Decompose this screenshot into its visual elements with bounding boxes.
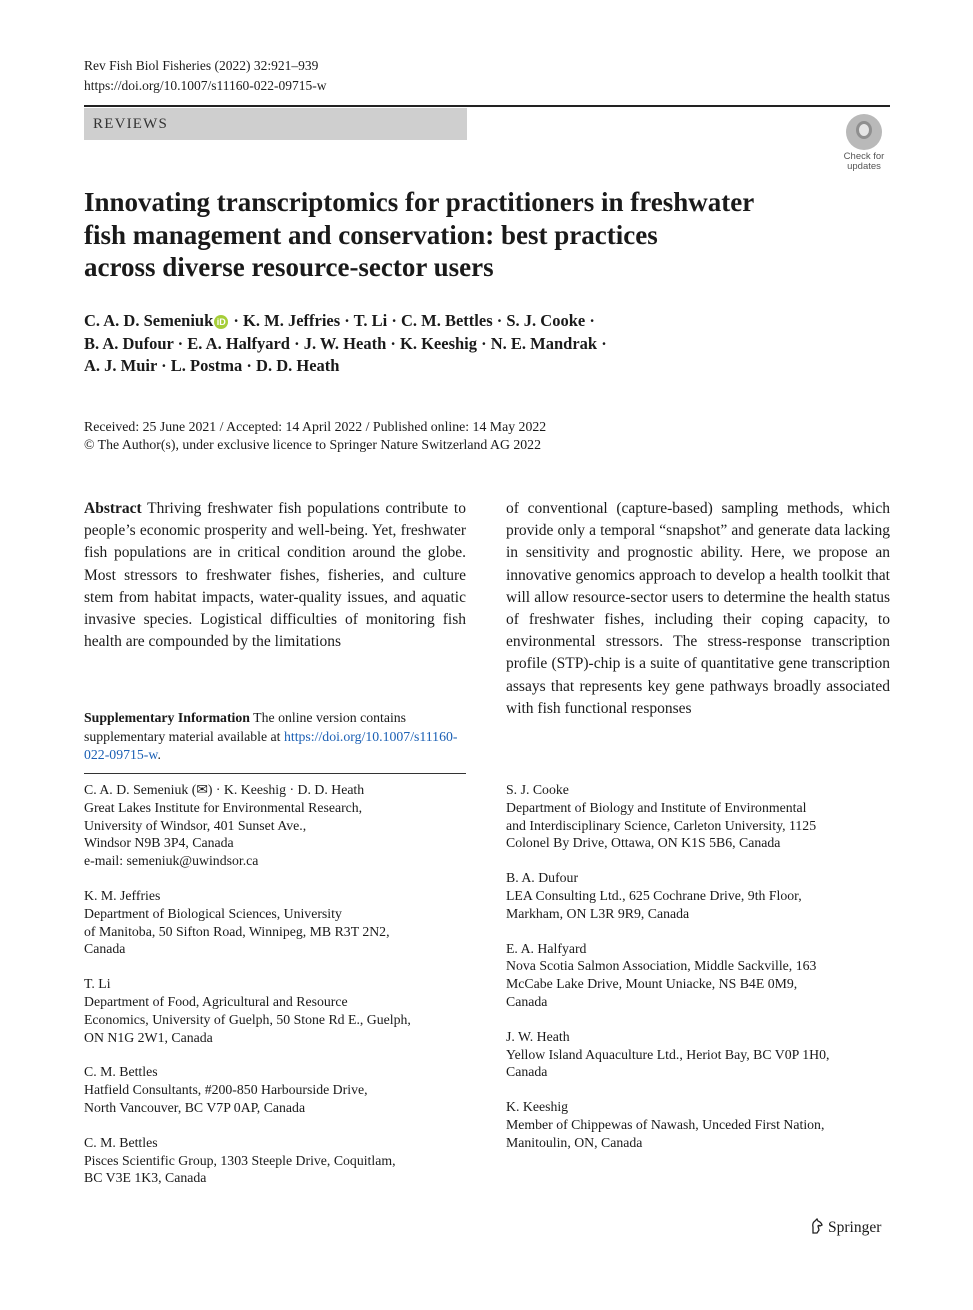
affiliation-line: Yellow Island Aquaculture Ltd., Heriot Bay, BC V0P 1H0, — [506, 1046, 830, 1062]
supplementary-link[interactable]: https://doi.org/10.1007/s11160-022-09715-w — [84, 728, 458, 763]
publisher-logo — [810, 1218, 881, 1237]
affiliation-line: LEA Consulting Ltd., 625 Cochrane Drive, 9th Floor, — [506, 887, 802, 903]
affiliation-line: Hatfield Consultants, #200-850 Harbourside Drive, — [84, 1082, 368, 1098]
check-for-updates-line2: updates — [847, 161, 881, 172]
affiliation-line: and Interdisciplinary Science, Carleton University, 1125 — [506, 817, 817, 833]
affiliation-line: Pisces Scientific Group, 1303 Steeple Drive, Coquitlam, — [84, 1152, 396, 1168]
affiliation-block — [84, 975, 484, 1046]
affiliation-line: Department of Biological Sciences, University — [84, 905, 342, 921]
author-list — [84, 310, 884, 378]
affiliation-line: e-mail: semeniuk@uwindsor.ca — [84, 853, 259, 869]
affiliation-block — [506, 940, 890, 1011]
affiliation-line: North Vancouver, BC V7P 0AP, Canada — [84, 1099, 306, 1115]
affiliation-block — [506, 1028, 890, 1081]
affiliation-block — [84, 781, 484, 870]
author-corresponding[interactable]: C. A. D. Semeniuk — [84, 311, 214, 330]
affiliation-line: Canada — [84, 941, 126, 957]
affiliation-line: Canada — [506, 993, 548, 1009]
article-title — [84, 186, 844, 284]
affiliation-line: Department of Food, Agricultural and Resource — [84, 993, 348, 1009]
check-for-updates-badge[interactable] — [838, 114, 890, 172]
title-line-1: Innovating transcriptomics for practitioners in freshwater — [84, 187, 755, 217]
affiliation-block — [506, 781, 890, 852]
authors-line-3: A. J. Muir · L. Postma · D. D. Heath — [84, 356, 340, 375]
header-rule — [84, 105, 890, 107]
affiliation-author: S. J. Cooke — [506, 782, 569, 797]
abstract-right: of conventional (capture-based) sampling methods, which provide only a temporal “snapshot” and generate data lacking in sensitivity and prognostic ability. Here, we propose an innovative genomics approach to develop a health toolkit that will allow resource-sector users to determine the health status of freshwater fishes, including their coping capacity, to environmental stressors. The stress-response transcription profile (STP)-chip is a suite of quantitative gene transcription assays that represents key gene pathways broadly associated with fish functional responses — [506, 500, 890, 717]
affiliation-block — [84, 1134, 484, 1187]
supplementary-info — [84, 709, 466, 765]
supplementary-text: The online version contains supplementary material available at — [84, 710, 407, 744]
affiliation-line: Markham, ON L3R 9R9, Canada — [506, 905, 690, 921]
dates-line: Received: 25 June 2021 / Accepted: 14 April 2022 / Published online: 14 May 2022 — [84, 419, 547, 434]
affiliation-line: Department of Biology and Institute of Environmental — [506, 799, 807, 815]
affiliation-author: C. M. Bettles — [84, 1134, 158, 1150]
affiliation-line: Colonel By Drive, Ottawa, ON K1S 5B6, Canada — [506, 835, 781, 851]
journal-citation: Rev Fish Biol Fisheries (2022) 32:921–939 — [84, 58, 319, 73]
affiliation-author: B. A. Dufour — [506, 870, 579, 886]
footnote-rule — [84, 773, 466, 774]
affiliation-author: C. A. D. Semeniuk (✉) · K. Keeshig · D. D. Heath — [84, 782, 365, 797]
springer-horse-icon — [810, 1218, 824, 1234]
journal-doi[interactable]: https://doi.org/10.1007/s11160-022-09715-w — [84, 78, 327, 93]
affiliation-line: of Manitoba, 50 Sifton Road, Winnipeg, MB R3T 2N2, — [84, 923, 390, 939]
copyright-line: © The Author(s), under exclusive licence to Springer Nature Switzerland AG 2022 — [84, 437, 541, 452]
affiliation-line: Economics, University of Guelph, 50 Stone Rd E., Guelph, — [84, 1011, 411, 1027]
abstract-heading: Abstract — [84, 500, 142, 517]
affiliations-left — [84, 781, 484, 1187]
authors-line-1: · K. M. Jeffries · T. Li · C. M. Bettles · S. J. Cooke · — [229, 311, 595, 330]
affiliation-author: C. M. Bettles — [84, 1064, 158, 1080]
affiliation-line: Manitoulin, ON, Canada — [506, 1134, 643, 1150]
section-label: REVIEWS — [84, 108, 467, 140]
abstract-left-text: Thriving freshwater fish populations contribute to people’s economic prosperity and well-being. Yet, freshwater fish populations are in critical condition around the globe. Most stressors to freshwater fishes, fisheries, and culture stem from habitat impacts, water-quality issues, and aquatic invasive species. Logistical difficulties of monitoring fish health are compounded by the limitations — [84, 500, 466, 651]
affiliation-block — [84, 1063, 484, 1116]
affiliation-line: Canada — [506, 1064, 548, 1080]
supplementary-end: . — [157, 747, 161, 763]
affiliation-line: Member of Chippewas of Nawash, Unceded First Nation, — [506, 1116, 825, 1132]
affiliation-author: E. A. Halfyard — [506, 940, 587, 956]
affiliation-block — [506, 1098, 890, 1151]
affiliation-author: K. Keeshig — [506, 1099, 569, 1115]
affiliation-line: Windsor N9B 3P4, Canada — [84, 835, 234, 851]
supplementary-heading: Supplementary Information — [84, 710, 250, 725]
orcid-icon[interactable]: iD — [214, 315, 228, 329]
affiliation-author: K. M. Jeffries — [84, 887, 161, 903]
affiliation-line: University of Windsor, 401 Sunset Ave., — [84, 817, 307, 833]
affiliation-line: Great Lakes Institute for Environmental Research, — [84, 799, 363, 815]
affiliation-block — [506, 869, 890, 922]
affiliations-right — [506, 781, 890, 1152]
affiliation-block — [84, 887, 484, 958]
affiliation-line: BC V3E 1K3, Canada — [84, 1170, 207, 1186]
affiliation-author: J. W. Heath — [506, 1028, 570, 1044]
affiliation-line: Nova Scotia Salmon Association, Middle Sackville, 163 — [506, 958, 817, 974]
affiliation-line: McCabe Lake Drive, Mount Uniacke, NS B4E 0M9, — [506, 976, 798, 992]
affiliation-author: T. Li — [84, 976, 111, 992]
abstract-left — [84, 498, 466, 653]
affiliation-line: ON N1G 2W1, Canada — [84, 1029, 213, 1045]
check-for-updates-line1: Check for — [843, 151, 885, 162]
check-for-updates-icon — [846, 114, 882, 150]
title-line-2: fish management and conservation: best practices — [84, 219, 658, 250]
publisher-name: Springer — [828, 1219, 882, 1236]
authors-line-2: B. A. Dufour · E. A. Halfyard · J. W. Heath · K. Keeshig · N. E. Mandrak · — [84, 333, 607, 353]
title-line-3: across diverse resource-sector users — [84, 252, 494, 282]
publication-dates — [84, 418, 546, 454]
